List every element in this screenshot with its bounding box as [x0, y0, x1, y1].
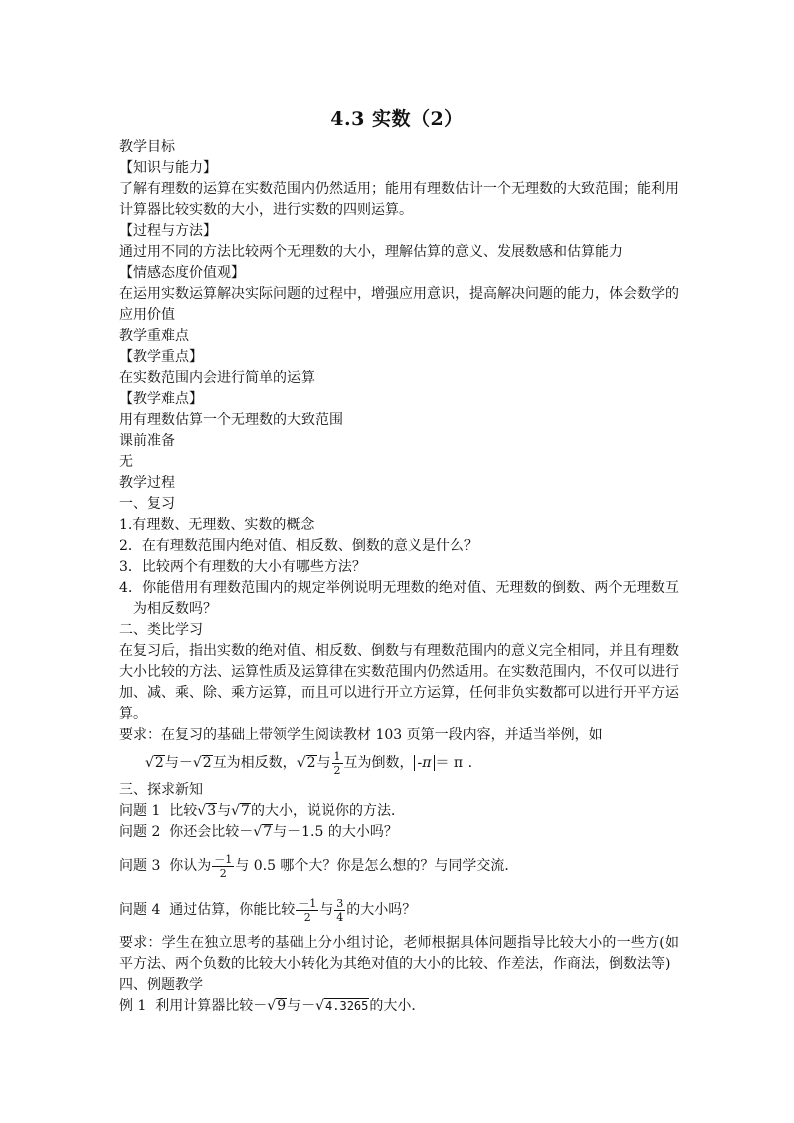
radicand: 7 — [263, 824, 273, 840]
fraction: $\frac{3}{4}$ — [336, 896, 344, 924]
examples-heading: 四、例题教学 — [119, 977, 203, 993]
key-points-heading: 教学重难点 — [119, 328, 189, 344]
page-title: 4.3 实数（2） — [330, 108, 464, 130]
fraction: $\frac{1}{2}$ — [333, 749, 341, 777]
radicand: 7 — [241, 803, 250, 819]
fraction: $\frac{-1}{2}$ — [298, 896, 317, 924]
analogy-requirement: 要求：在复习的基础上带领学生阅读教材 103 页第一段内容，并适当举例，如 — [119, 727, 603, 743]
question-4: 问题 4 通过估算，你能比较 $\frac{-1}{2}$ 与 $\frac{3}{4}$ 的大小吗？ — [119, 896, 417, 924]
analogy-heading: 二、类比学习 — [119, 622, 203, 638]
radicand: 2 — [202, 755, 212, 771]
example-1: 例 1 利用计算器比较－√9与－√4.3265的大小． — [119, 998, 426, 1014]
emotion-text: 在运用实数运算解决实际问题的过程中，增强应用意识，提高解决问题的能力，体会数学的应用价值 — [119, 286, 679, 323]
absolute-value: -π — [414, 755, 436, 771]
difficulty-label: 【教学难点】 — [119, 391, 203, 407]
fraction: $\frac{-1}{2}$ — [214, 852, 233, 880]
explore-requirement: 要求：学生在独立思考的基础上分小组讨论，老师根据具体问题指导比较大小的一些方(如平方法、两个负数的比较大小转化为其绝对值的大小的比较、作差法，作商法，倒数法等) — [119, 935, 679, 972]
review-item-4: 4．你能借用有理数范围内的规定举例说明无理数的绝对值、无理数的倒数、两个无理数互为相反数吗？ — [119, 580, 679, 617]
process-label: 【过程与方法】 — [119, 223, 217, 239]
document-body — [119, 137, 679, 1017]
review-item-1: 1.有理数、无理数、实数的概念 — [119, 517, 315, 533]
question-1: 问题 1 比较√3与√7的大小，说说你的方法． — [119, 803, 405, 819]
radicand: 2 — [306, 755, 316, 771]
analogy-equation: √2与－√2互为相反数，√2与 $\frac{1}{2}$ 互为倒数， -π ＝ π . — [145, 749, 473, 777]
knowledge-text: 了解有理数的运算在实数范围内仍然适用；能用有理数估计一个无理数的大致范围；能利用计算器比较实数的大小，进行实数的四则运算。 — [119, 181, 679, 218]
knowledge-label: 【知识与能力】 — [119, 160, 217, 176]
radicand: 9 — [277, 998, 287, 1014]
process-text: 通过用不同的方法比较两个无理数的大小，理解估算的意义、发展数感和估算能力 — [119, 244, 623, 260]
process-heading: 教学过程 — [119, 475, 175, 491]
focus-text: 在实数范围内会进行简单的运算 — [119, 370, 315, 386]
objectives-heading: 教学目标 — [119, 139, 175, 155]
difficulty-text: 用有理数估算一个无理数的大致范围 — [119, 412, 343, 428]
explore-heading: 三、探求新知 — [119, 782, 203, 798]
radicand: 3 — [207, 803, 217, 819]
review-heading: 一、复习 — [119, 496, 175, 512]
question-3: 问题 3 你认为 $\frac{-1}{2}$ 与 0.5 哪个大？你是怎么想的？与同学交流． — [119, 852, 519, 880]
question-2: 问题 2 你还会比较－√7与－1.5 的大小吗？ — [119, 824, 398, 840]
prep-text: 无 — [119, 454, 133, 470]
review-item-2: 2．在有理数范围内绝对值、相反数、倒数的意义是什么？ — [119, 538, 478, 554]
radicand: 4.3265 — [325, 999, 369, 1013]
radicand: 2 — [154, 755, 164, 771]
focus-label: 【教学重点】 — [119, 349, 203, 365]
emotion-label: 【情感态度价值观】 — [119, 265, 245, 281]
prep-heading: 课前准备 — [119, 433, 175, 449]
review-item-3: 3．比较两个有理数的大小有哪些方法？ — [119, 559, 366, 575]
analogy-text: 在复习后，指出实数的绝对值、相反数、倒数与有理数范围内的意义完全相同，并且有理数大小比较的方法、运算性质及运算律在实数范围内仍然适用。在实数范围内，不仅可以进行加、减、乘、除、乘方运算，而且可以进行开立方运算，任何非负实数都可以进行开平方运算。 — [119, 643, 679, 722]
